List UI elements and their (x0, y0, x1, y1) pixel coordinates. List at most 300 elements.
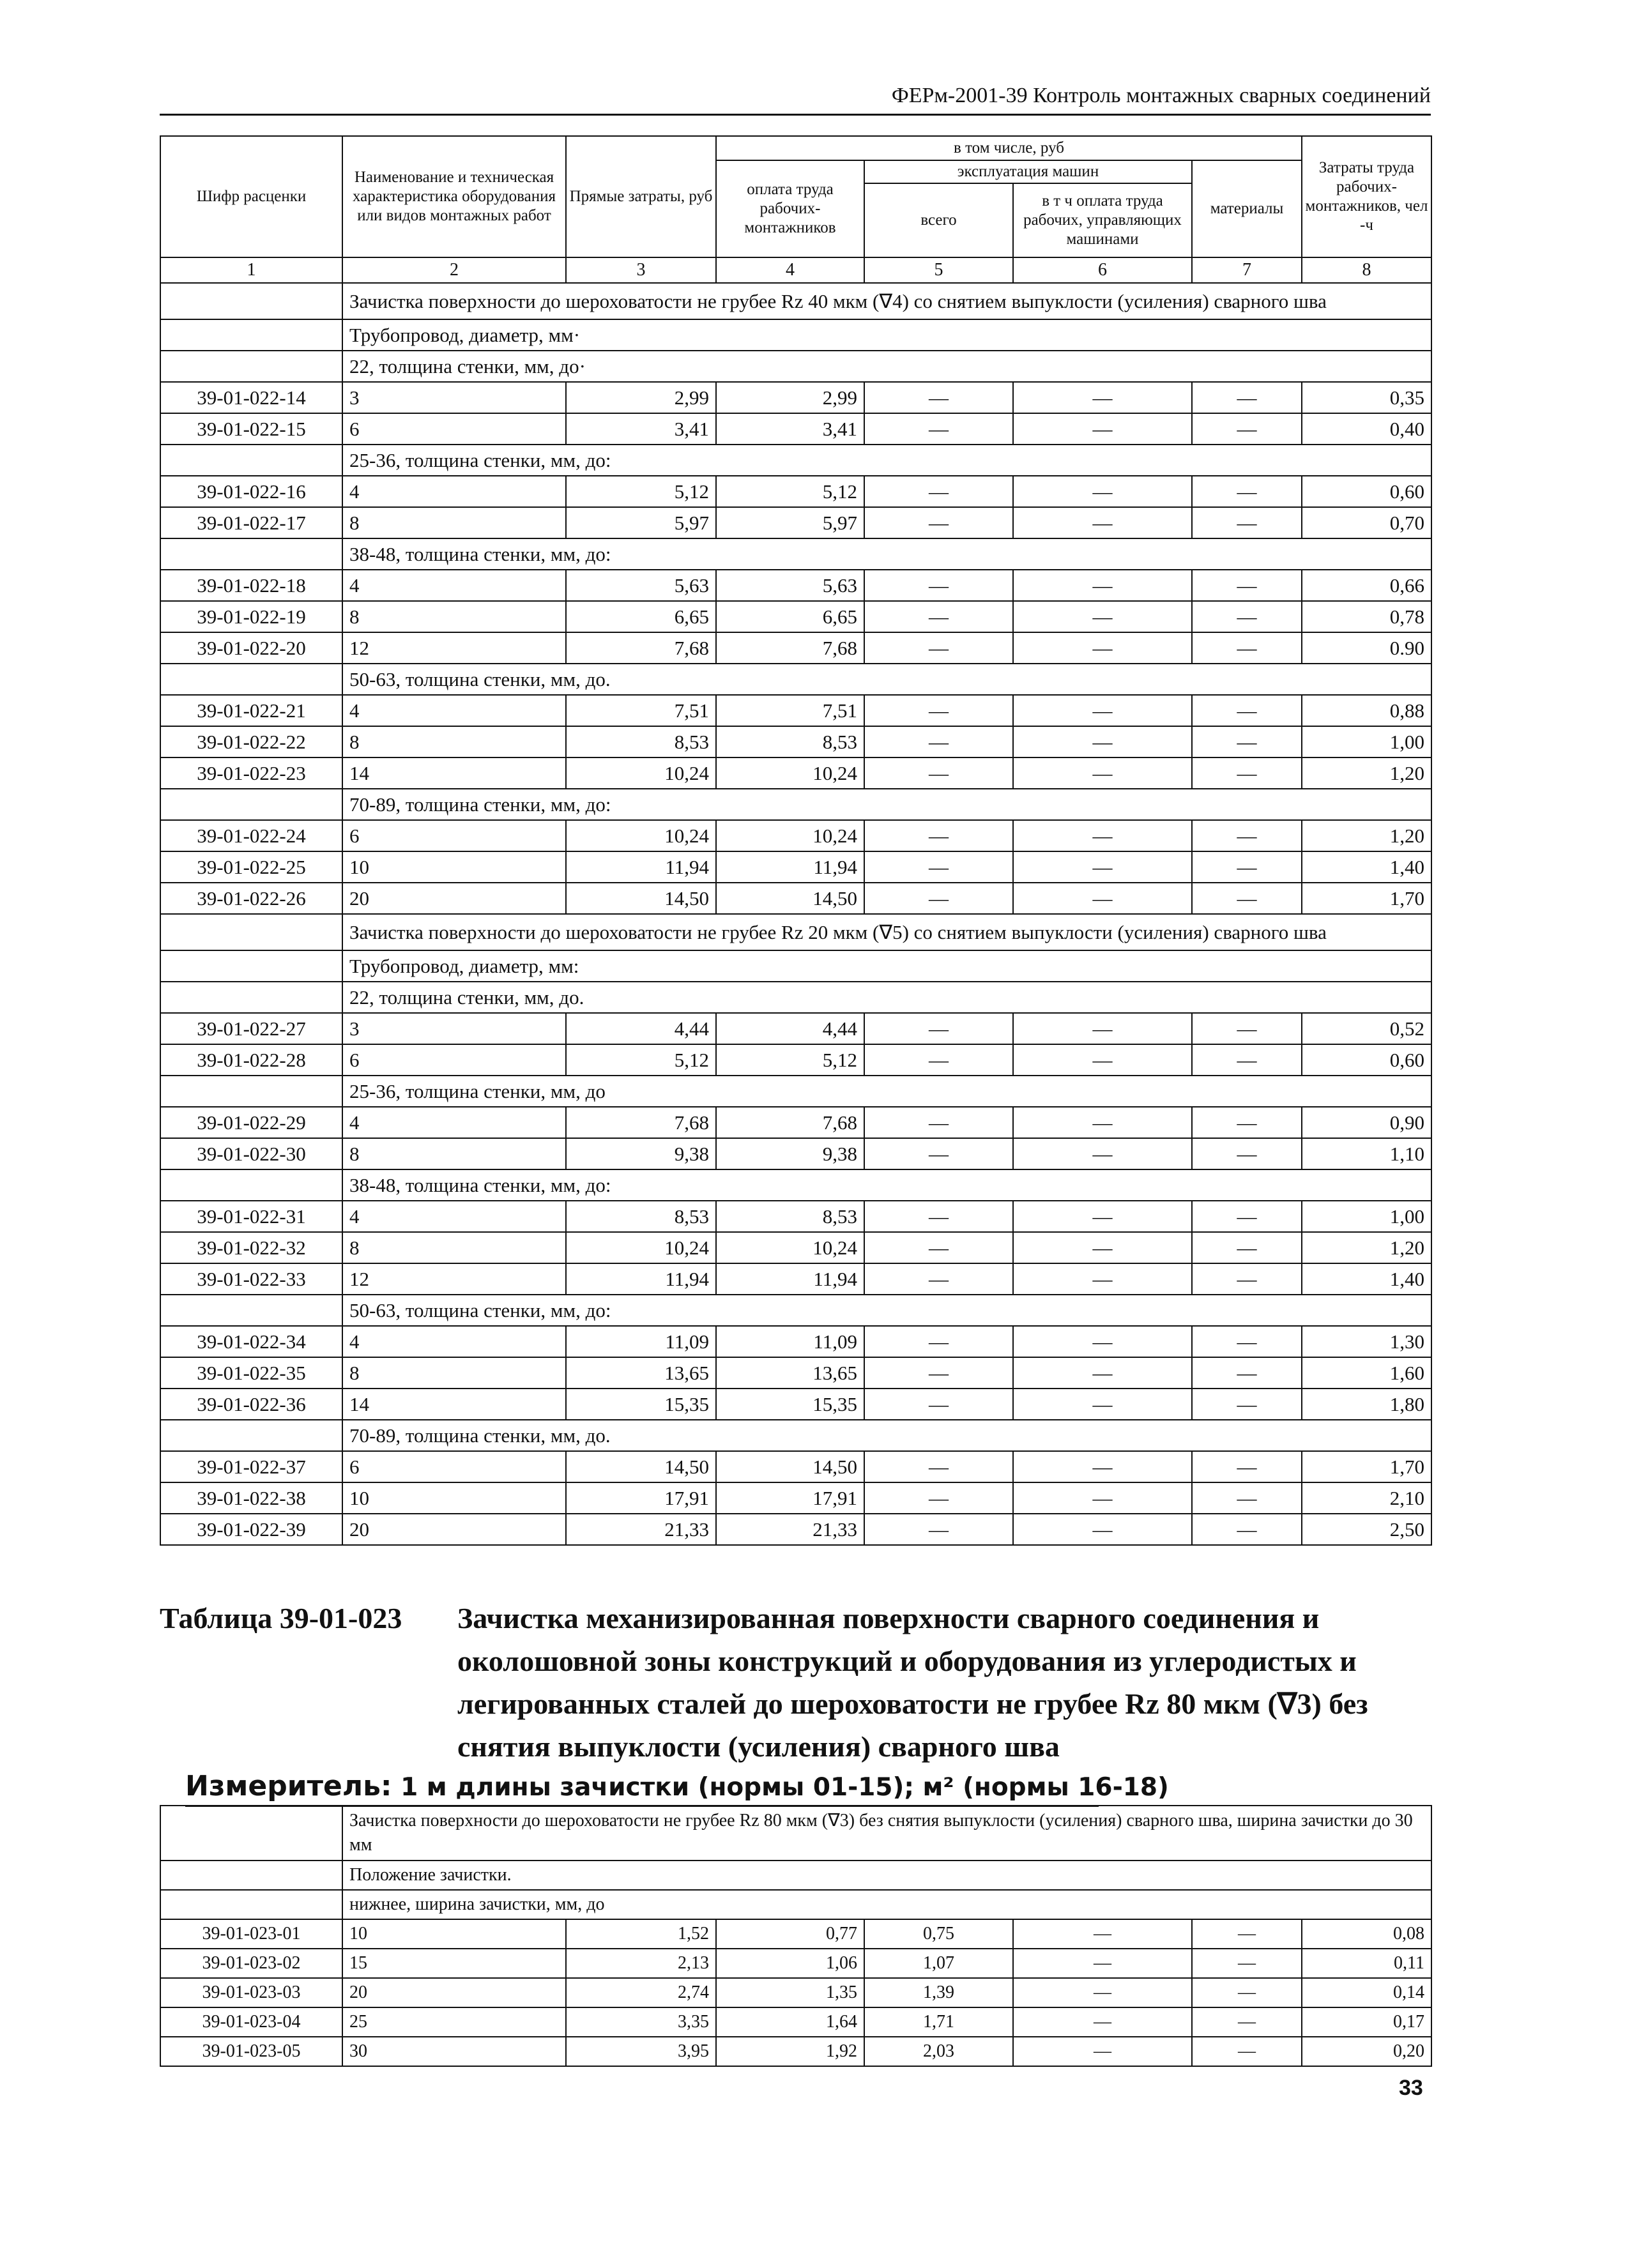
rate-code: 39-01-023-03 (160, 1978, 342, 2007)
materials-costs: — (1192, 601, 1302, 632)
empty-code-cell (160, 351, 342, 382)
machinist-wages: — (1013, 1013, 1192, 1044)
worker-wages: 21,33 (716, 1514, 864, 1545)
worker-wages: 5,12 (716, 476, 864, 507)
direct-costs: 17,91 (566, 1482, 716, 1514)
direct-costs: 10,24 (566, 757, 716, 789)
rate-code: 39-01-022-19 (160, 601, 342, 632)
rate-code: 39-01-022-31 (160, 1201, 342, 1232)
machinist-wages: — (1013, 1263, 1192, 1295)
parameter-value: 8 (342, 1232, 566, 1263)
table-row (160, 1451, 1431, 1482)
labor-hours: 1,20 (1302, 820, 1431, 851)
empty-code-cell (160, 1076, 342, 1107)
machine-costs-total: — (864, 570, 1013, 601)
materials-costs: — (1192, 1978, 1302, 2007)
table-39-01-023-heading (160, 1597, 1431, 1769)
parameter-value: 20 (342, 1978, 566, 2007)
direct-costs: 10,24 (566, 1232, 716, 1263)
direct-costs: 11,94 (566, 851, 716, 883)
section-subtitle-row (160, 1861, 1431, 1890)
worker-wages: 15,35 (716, 1389, 864, 1420)
group-label-row (160, 1295, 1431, 1326)
materials-costs: — (1192, 507, 1302, 538)
empty-code-cell (160, 283, 342, 319)
column-number: 5 (864, 257, 1013, 283)
labor-hours: 0,20 (1302, 2037, 1431, 2066)
rate-code: 39-01-023-04 (160, 2007, 342, 2037)
worker-wages: 11,09 (716, 1326, 864, 1357)
labor-hours: 2,50 (1302, 1514, 1431, 1545)
machine-costs-total: — (864, 1326, 1013, 1357)
rate-code: 39-01-023-02 (160, 1949, 342, 1978)
materials-costs: — (1192, 1232, 1302, 1263)
parameter-value: 4 (342, 570, 566, 601)
parameter-value: 8 (342, 507, 566, 538)
parameter-value: 4 (342, 1326, 566, 1357)
materials-costs: — (1192, 820, 1302, 851)
rate-code: 39-01-022-23 (160, 757, 342, 789)
machinist-wages: — (1013, 413, 1192, 445)
measurement-unit-label: Измеритель: (185, 1770, 392, 1802)
labor-hours: 1,10 (1302, 1138, 1431, 1169)
section-subtitle: Положение зачистки. (342, 1861, 1431, 1890)
machine-costs-total: — (864, 820, 1013, 851)
machine-costs-total: 0,75 (864, 1919, 1013, 1949)
machine-costs-total: — (864, 1232, 1013, 1263)
empty-code-cell (160, 445, 342, 476)
table-row (160, 1107, 1431, 1138)
materials-costs: — (1192, 1263, 1302, 1295)
parameter-value: 25 (342, 2007, 566, 2037)
table-label: Таблица 39-01-023 (160, 1602, 402, 1634)
worker-wages: 9,38 (716, 1138, 864, 1169)
machinist-wages: — (1013, 2037, 1192, 2066)
worker-wages: 1,64 (716, 2007, 864, 2037)
column-number: 8 (1302, 257, 1431, 283)
machinist-wages: — (1013, 883, 1192, 914)
group-label: 22, толщина стенки, мм, до. (342, 982, 1431, 1013)
machine-costs-total: — (864, 1044, 1013, 1076)
section-subtitle: Трубопровод, диаметр, мм: (342, 950, 1431, 982)
group-label: 70-89, толщина стенки, мм, до. (342, 1420, 1431, 1451)
empty-code-cell (160, 1890, 342, 1919)
empty-code-cell (160, 664, 342, 695)
machinist-wages: — (1013, 757, 1192, 789)
parameter-value: 8 (342, 1357, 566, 1389)
rate-code: 39-01-022-20 (160, 632, 342, 664)
worker-wages: 7,68 (716, 632, 864, 664)
running-header: ФЕРм-2001-39 Контроль монтажных сварных соединений (160, 78, 1431, 116)
machinist-wages: — (1013, 1919, 1192, 1949)
table-row (160, 695, 1431, 726)
materials-costs: — (1192, 1044, 1302, 1076)
labor-hours: 1,40 (1302, 1263, 1431, 1295)
machine-costs-total: — (864, 476, 1013, 507)
header-name: Наименование и техническая характеристика оборудования или видов монтажных работ (342, 136, 566, 257)
machine-costs-total: — (864, 1201, 1013, 1232)
header-materials: материалы (1192, 160, 1302, 257)
direct-costs: 4,44 (566, 1013, 716, 1044)
parameter-value: 4 (342, 1201, 566, 1232)
worker-wages: 17,91 (716, 1482, 864, 1514)
section-subtitle-row (160, 319, 1431, 351)
direct-costs: 21,33 (566, 1514, 716, 1545)
labor-hours: 1,70 (1302, 1451, 1431, 1482)
direct-costs: 5,12 (566, 476, 716, 507)
worker-wages: 14,50 (716, 1451, 864, 1482)
labor-hours: 0,90 (1302, 1107, 1431, 1138)
direct-costs: 7,68 (566, 1107, 716, 1138)
rate-code: 39-01-022-21 (160, 695, 342, 726)
section-title: Зачистка поверхности до шероховатости не грубее Rz 40 мкм (∇4) со снятием выпуклости (усиления) сварного шва (342, 283, 1431, 319)
direct-costs: 6,65 (566, 601, 716, 632)
worker-wages: 5,63 (716, 570, 864, 601)
direct-costs: 8,53 (566, 726, 716, 757)
group-label: 25-36, толщина стенки, мм, до: (342, 445, 1431, 476)
machinist-wages: — (1013, 1389, 1192, 1420)
labor-hours: 1,20 (1302, 757, 1431, 789)
worker-wages: 3,41 (716, 413, 864, 445)
group-label-row (160, 1890, 1431, 1919)
table-row (160, 507, 1431, 538)
direct-costs: 2,74 (566, 1978, 716, 2007)
machinist-wages: — (1013, 1326, 1192, 1357)
group-label: нижнее, ширина зачистки, мм, до (342, 1890, 1431, 1919)
table-row (160, 1514, 1431, 1545)
direct-costs: 3,35 (566, 2007, 716, 2037)
machinist-wages: — (1013, 1514, 1192, 1545)
direct-costs: 2,13 (566, 1949, 716, 1978)
materials-costs: — (1192, 851, 1302, 883)
materials-costs: — (1192, 1451, 1302, 1482)
direct-costs: 3,41 (566, 413, 716, 445)
group-label-row (160, 1169, 1431, 1201)
labor-hours: 1,00 (1302, 1201, 1431, 1232)
materials-costs: — (1192, 1107, 1302, 1138)
direct-costs: 9,38 (566, 1138, 716, 1169)
direct-costs: 2,99 (566, 382, 716, 413)
machine-costs-total: — (864, 757, 1013, 789)
group-label: 38-48, толщина стенки, мм, до: (342, 1169, 1431, 1201)
machine-costs-total: — (864, 883, 1013, 914)
rate-code: 39-01-022-29 (160, 1107, 342, 1138)
rate-code: 39-01-022-14 (160, 382, 342, 413)
labor-hours: 1,80 (1302, 1389, 1431, 1420)
machinist-wages: — (1013, 1138, 1192, 1169)
group-label: 50-63, толщина стенки, мм, до: (342, 1295, 1431, 1326)
materials-costs: — (1192, 1138, 1302, 1169)
materials-costs: — (1192, 726, 1302, 757)
empty-code-cell (160, 789, 342, 820)
labor-hours: 0,60 (1302, 1044, 1431, 1076)
materials-costs: — (1192, 1326, 1302, 1357)
direct-costs: 13,65 (566, 1357, 716, 1389)
table-row (160, 1232, 1431, 1263)
materials-costs: — (1192, 757, 1302, 789)
empty-code-cell (160, 1169, 342, 1201)
rate-code: 39-01-022-34 (160, 1326, 342, 1357)
parameter-value: 12 (342, 1263, 566, 1295)
group-label: 22, толщина стенки, мм, до· (342, 351, 1431, 382)
empty-code-cell (160, 538, 342, 570)
parameter-value: 3 (342, 382, 566, 413)
rate-code: 39-01-022-25 (160, 851, 342, 883)
parameter-value: 8 (342, 1138, 566, 1169)
table-row (160, 413, 1431, 445)
machine-costs-total: — (864, 1138, 1013, 1169)
header-machines-total: всего (864, 183, 1013, 257)
rate-code: 39-01-023-05 (160, 2037, 342, 2066)
rate-code: 39-01-022-35 (160, 1357, 342, 1389)
table-row (160, 1949, 1431, 1978)
rate-code: 39-01-022-39 (160, 1514, 342, 1545)
table-row (160, 1263, 1431, 1295)
worker-wages: 7,51 (716, 695, 864, 726)
machine-costs-total: — (864, 1389, 1013, 1420)
parameter-value: 20 (342, 1514, 566, 1545)
worker-wages: 10,24 (716, 757, 864, 789)
machinist-wages: — (1013, 382, 1192, 413)
machinist-wages: — (1013, 1482, 1192, 1514)
labor-hours: 0,70 (1302, 507, 1431, 538)
rate-code: 39-01-022-17 (160, 507, 342, 538)
table-row (160, 1978, 1431, 2007)
machinist-wages: — (1013, 632, 1192, 664)
direct-costs: 5,97 (566, 507, 716, 538)
machine-costs-total: — (864, 413, 1013, 445)
group-label-row (160, 351, 1431, 382)
table-row (160, 1919, 1431, 1949)
rate-code: 39-01-022-30 (160, 1138, 342, 1169)
group-label: 38-48, толщина стенки, мм, до: (342, 538, 1431, 570)
empty-code-cell (160, 914, 342, 950)
machine-costs-total: 1,07 (864, 1949, 1013, 1978)
machine-costs-total: — (864, 726, 1013, 757)
parameter-value: 6 (342, 1044, 566, 1076)
column-number: 3 (566, 257, 716, 283)
page-number: 33 (1399, 2076, 1423, 2100)
worker-wages: 6,65 (716, 601, 864, 632)
rate-code: 39-01-022-24 (160, 820, 342, 851)
table-row (160, 2007, 1431, 2037)
direct-costs: 15,35 (566, 1389, 716, 1420)
empty-code-cell (160, 1420, 342, 1451)
worker-wages: 14,50 (716, 883, 864, 914)
labor-hours: 0,14 (1302, 1978, 1431, 2007)
machinist-wages: — (1013, 1357, 1192, 1389)
rate-code: 39-01-022-28 (160, 1044, 342, 1076)
worker-wages: 13,65 (716, 1357, 864, 1389)
worker-wages: 10,24 (716, 820, 864, 851)
labor-hours: 0,17 (1302, 2007, 1431, 2037)
labor-hours: 1,70 (1302, 883, 1431, 914)
group-label-row (160, 789, 1431, 820)
machinist-wages: — (1013, 1978, 1192, 2007)
machine-costs-total: — (864, 382, 1013, 413)
labor-hours: 0,11 (1302, 1949, 1431, 1978)
measurement-unit (185, 1769, 1169, 1807)
parameter-value: 4 (342, 1107, 566, 1138)
table-row (160, 757, 1431, 789)
table-row (160, 382, 1431, 413)
parameter-value: 4 (342, 695, 566, 726)
machine-costs-total: — (864, 1013, 1013, 1044)
materials-costs: — (1192, 1013, 1302, 1044)
parameter-value: 6 (342, 1451, 566, 1482)
parameter-value: 8 (342, 601, 566, 632)
header-wages: оплата труда рабочих-монтажников (716, 160, 864, 257)
parameter-value: 10 (342, 1919, 566, 1949)
rate-code: 39-01-022-18 (160, 570, 342, 601)
direct-costs: 7,51 (566, 695, 716, 726)
parameter-value: 4 (342, 476, 566, 507)
header-including: в том числе, руб (716, 136, 1302, 160)
group-label-row (160, 1076, 1431, 1107)
parameter-value: 20 (342, 883, 566, 914)
machine-costs-total: — (864, 632, 1013, 664)
labor-hours: 0,78 (1302, 601, 1431, 632)
materials-costs: — (1192, 1949, 1302, 1978)
table-row (160, 632, 1431, 664)
direct-costs: 11,09 (566, 1326, 716, 1357)
materials-costs: — (1192, 2037, 1302, 2066)
rate-code: 39-01-022-33 (160, 1263, 342, 1295)
machine-costs-total: — (864, 695, 1013, 726)
worker-wages: 11,94 (716, 1263, 864, 1295)
rate-code: 39-01-023-01 (160, 1919, 342, 1949)
machinist-wages: — (1013, 726, 1192, 757)
parameter-value: 10 (342, 851, 566, 883)
labor-hours: 0,60 (1302, 476, 1431, 507)
machine-costs-total: — (864, 507, 1013, 538)
machinist-wages: — (1013, 601, 1192, 632)
table-row (160, 601, 1431, 632)
machine-costs-total: 2,03 (864, 2037, 1013, 2066)
column-number: 4 (716, 257, 864, 283)
worker-wages: 1,92 (716, 2037, 864, 2066)
rate-code: 39-01-022-15 (160, 413, 342, 445)
machinist-wages: — (1013, 2007, 1192, 2037)
group-label-row (160, 664, 1431, 695)
labor-hours: 0,40 (1302, 413, 1431, 445)
rates-table-023 (160, 1805, 1432, 2067)
group-label: 25-36, толщина стенки, мм, до (342, 1076, 1431, 1107)
machinist-wages: — (1013, 1044, 1192, 1076)
machine-costs-total: — (864, 1107, 1013, 1138)
direct-costs: 11,94 (566, 1263, 716, 1295)
section-subtitle: Трубопровод, диаметр, мм· (342, 319, 1431, 351)
labor-hours: 0,88 (1302, 695, 1431, 726)
materials-costs: — (1192, 2007, 1302, 2037)
section-title: Зачистка поверхности до шероховатости не грубее Rz 80 мкм (∇3) без снятия выпуклости (усиления) сварного шва, ширина зачистки до 30 мм (342, 1806, 1431, 1861)
header-machinist-wages: в т ч оплата труда рабочих, управляющих машинами (1013, 183, 1192, 257)
machinist-wages: — (1013, 476, 1192, 507)
materials-costs: — (1192, 476, 1302, 507)
parameter-value: 14 (342, 757, 566, 789)
group-label-row (160, 445, 1431, 476)
header-direct-costs: Прямые затраты, руб (566, 136, 716, 257)
direct-costs: 3,95 (566, 2037, 716, 2066)
parameter-value: 30 (342, 2037, 566, 2066)
machinist-wages: — (1013, 1232, 1192, 1263)
rate-code: 39-01-022-32 (160, 1232, 342, 1263)
labor-hours: 1,20 (1302, 1232, 1431, 1263)
worker-wages: 5,12 (716, 1044, 864, 1076)
empty-code-cell (160, 1806, 342, 1861)
rate-code: 39-01-022-22 (160, 726, 342, 757)
parameter-value: 14 (342, 1389, 566, 1420)
empty-code-cell (160, 1295, 342, 1326)
group-label-row (160, 538, 1431, 570)
table-row (160, 726, 1431, 757)
empty-code-cell (160, 1861, 342, 1890)
table-row (160, 1201, 1431, 1232)
worker-wages: 8,53 (716, 726, 864, 757)
machine-costs-total: — (864, 1357, 1013, 1389)
table-row (160, 1357, 1431, 1389)
machinist-wages: — (1013, 695, 1192, 726)
machinist-wages: — (1013, 1107, 1192, 1138)
materials-costs: — (1192, 1201, 1302, 1232)
parameter-value: 6 (342, 820, 566, 851)
parameter-value: 3 (342, 1013, 566, 1044)
direct-costs: 7,68 (566, 632, 716, 664)
machinist-wages: — (1013, 851, 1192, 883)
table-row (160, 1326, 1431, 1357)
direct-costs: 8,53 (566, 1201, 716, 1232)
machine-costs-total: 1,39 (864, 1978, 1013, 2007)
labor-hours: 0,08 (1302, 1919, 1431, 1949)
materials-costs: — (1192, 1389, 1302, 1420)
table-row (160, 1044, 1431, 1076)
table-row (160, 1482, 1431, 1514)
materials-costs: — (1192, 570, 1302, 601)
machine-costs-total: — (864, 1263, 1013, 1295)
parameter-value: 10 (342, 1482, 566, 1514)
direct-costs: 10,24 (566, 820, 716, 851)
table-row (160, 2037, 1431, 2066)
machine-costs-total: 1,71 (864, 2007, 1013, 2037)
materials-costs: — (1192, 1357, 1302, 1389)
table-row (160, 476, 1431, 507)
header-machines: эксплуатация машин (864, 160, 1192, 183)
rate-code: 39-01-022-16 (160, 476, 342, 507)
machine-costs-total: — (864, 1514, 1013, 1545)
rate-code: 39-01-022-38 (160, 1482, 342, 1514)
header-labor: Затраты труда рабочих-монтажников, чел -ч (1302, 136, 1431, 257)
worker-wages: 10,24 (716, 1232, 864, 1263)
direct-costs: 5,63 (566, 570, 716, 601)
column-number: 2 (342, 257, 566, 283)
empty-code-cell (160, 982, 342, 1013)
materials-costs: — (1192, 632, 1302, 664)
parameter-value: 12 (342, 632, 566, 664)
machinist-wages: — (1013, 1201, 1192, 1232)
machine-costs-total: — (864, 1482, 1013, 1514)
direct-costs: 14,50 (566, 1451, 716, 1482)
table-row (160, 1013, 1431, 1044)
worker-wages: 11,94 (716, 851, 864, 883)
machine-costs-total: — (864, 851, 1013, 883)
worker-wages: 1,35 (716, 1978, 864, 2007)
materials-costs: — (1192, 1482, 1302, 1514)
table-row (160, 570, 1431, 601)
table-row (160, 851, 1431, 883)
labor-hours: 1,00 (1302, 726, 1431, 757)
worker-wages: 8,53 (716, 1201, 864, 1232)
section-title-row (160, 283, 1431, 319)
